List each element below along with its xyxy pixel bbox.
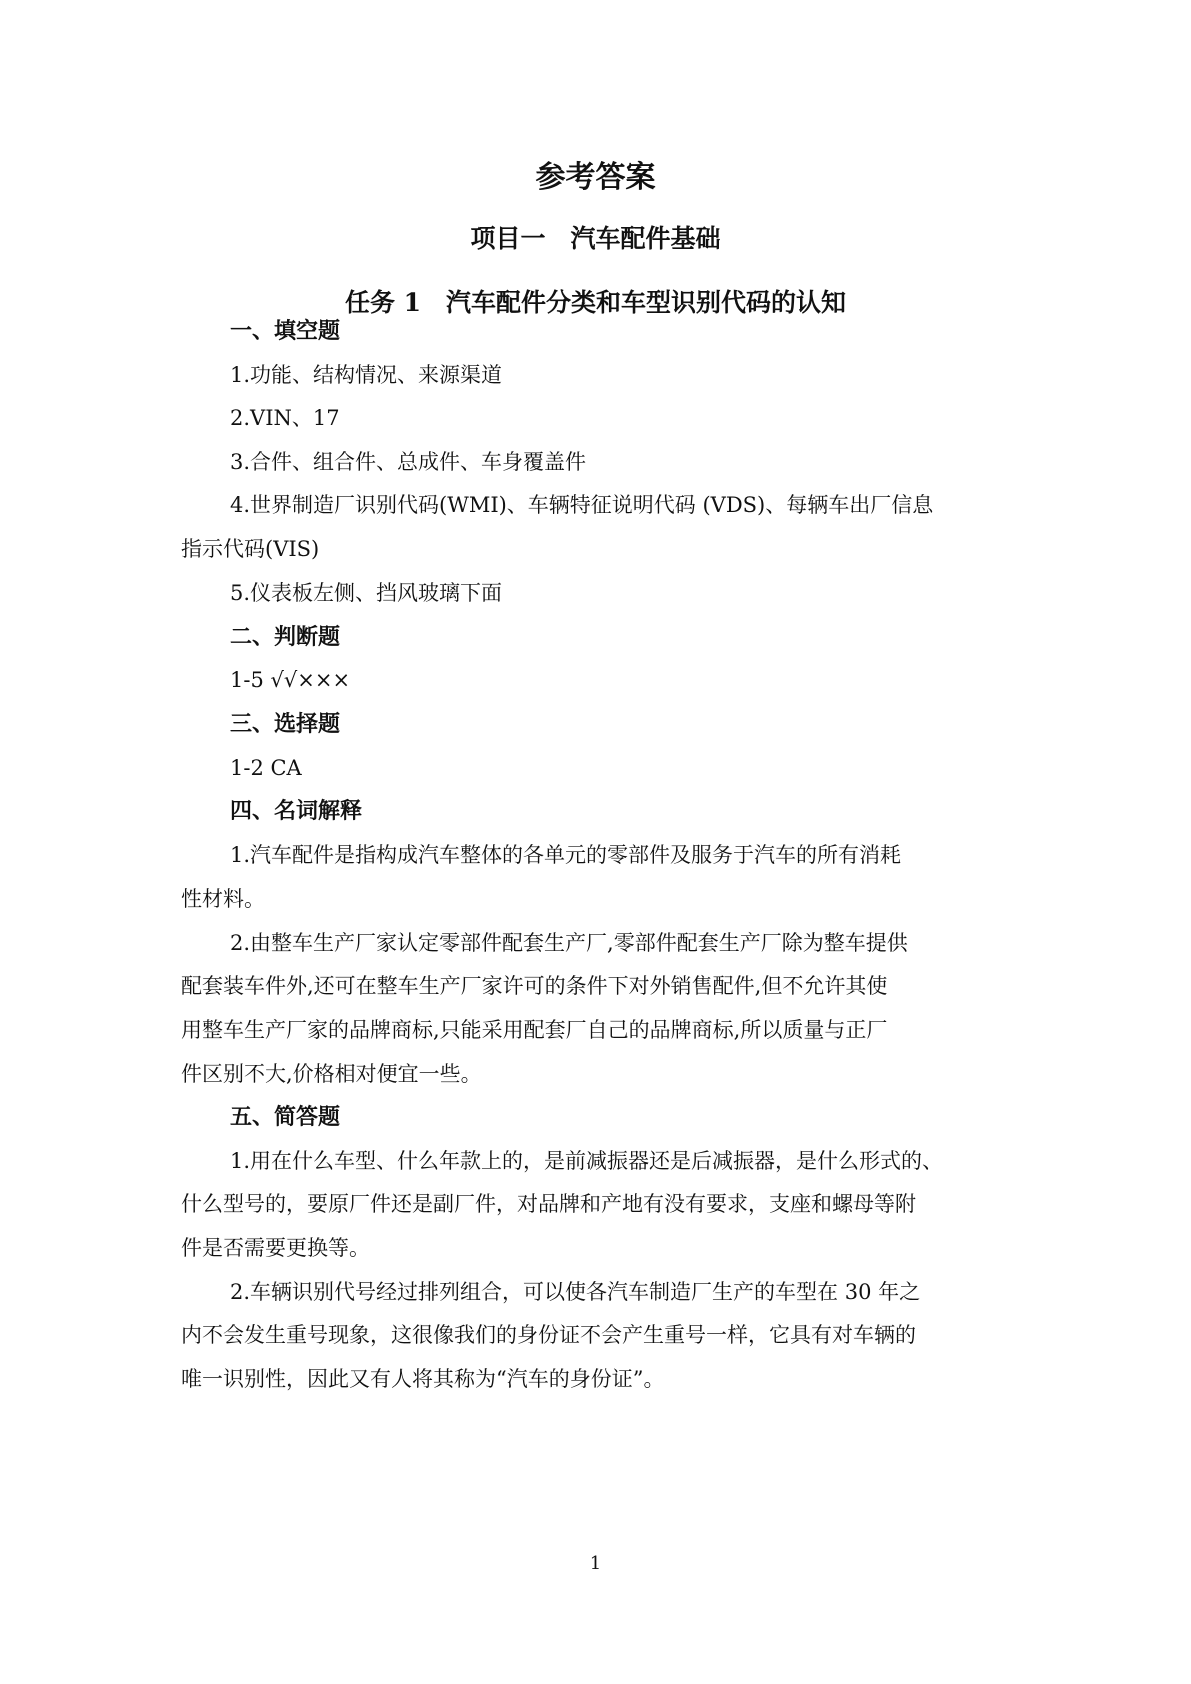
answer-line: 件区别不大,价格相对便宜一些。 — [181, 1062, 482, 1086]
answer-line: 件是否需要更换等。 — [181, 1236, 370, 1260]
answer-line: 2.由整车生产厂家认定零部件配套生产厂,零部件配套生产厂除为整车提供 — [230, 931, 908, 955]
answer-line: 2.VIN、17 — [230, 406, 340, 430]
page-title: 参考答案 — [535, 160, 656, 195]
answer-line: 4.世界制造厂识别代码(WMI)、车辆特征说明代码 (VDS)、每辆车出厂信息 — [230, 493, 934, 517]
answer-line: 1-5 √√××× — [230, 668, 351, 692]
answer-line: 3.合件、组合件、总成件、车身覆盖件 — [230, 450, 587, 474]
section-heading-short-answer: 五、简答题 — [230, 1104, 341, 1130]
section-heading-multiple-choice: 三、选择题 — [230, 711, 341, 737]
answer-line: 1.功能、结构情况、来源渠道 — [230, 363, 503, 387]
section-heading-true-false: 二、判断题 — [230, 624, 341, 650]
answer-line: 性材料。 — [181, 887, 265, 911]
answer-line: 什么型号的，要原厂件还是副厂件，对品牌和产地有没有要求，支座和螺母等附 — [181, 1192, 916, 1216]
answer-line: 1.汽车配件是指构成汽车整体的各单元的零部件及服务于汽车的所有消耗 — [230, 843, 902, 867]
section-heading-fill-blank: 一、填空题 — [230, 318, 341, 344]
answer-line: 内不会发生重号现象，这很像我们的身份证不会产生重号一样，它具有对车辆的 — [181, 1323, 916, 1347]
answer-line: 1-2 CA — [230, 756, 302, 780]
answer-line: 指示代码(VIS) — [181, 537, 320, 561]
answer-line: 5.仪表板左侧、挡风玻璃下面 — [230, 581, 503, 605]
section-heading-definitions: 四、名词解释 — [230, 798, 363, 824]
answer-line: 唯一识别性，因此又有人将其称为“汽车的身份证”。 — [181, 1367, 665, 1391]
answer-line: 用整车生产厂家的品牌商标,只能采用配套厂自己的品牌商标,所以质量与正厂 — [181, 1018, 888, 1042]
task-title: 任务 1 汽车配件分类和车型识别代码的认知 — [344, 288, 847, 317]
project-title: 项目一 汽车配件基础 — [470, 224, 721, 253]
answer-line: 2.车辆识别代号经过排列组合，可以使各汽车制造厂生产的车型在 30 年之 — [230, 1280, 921, 1304]
answer-line: 1.用在什么车型、什么年款上的，是前减振器还是后减振器，是什么形式的、 — [230, 1149, 944, 1173]
page-number: 1 — [589, 1553, 602, 1574]
answer-line: 配套装车件外,还可在整车生产厂家许可的条件下对外销售配件,但不允许其使 — [181, 974, 888, 998]
